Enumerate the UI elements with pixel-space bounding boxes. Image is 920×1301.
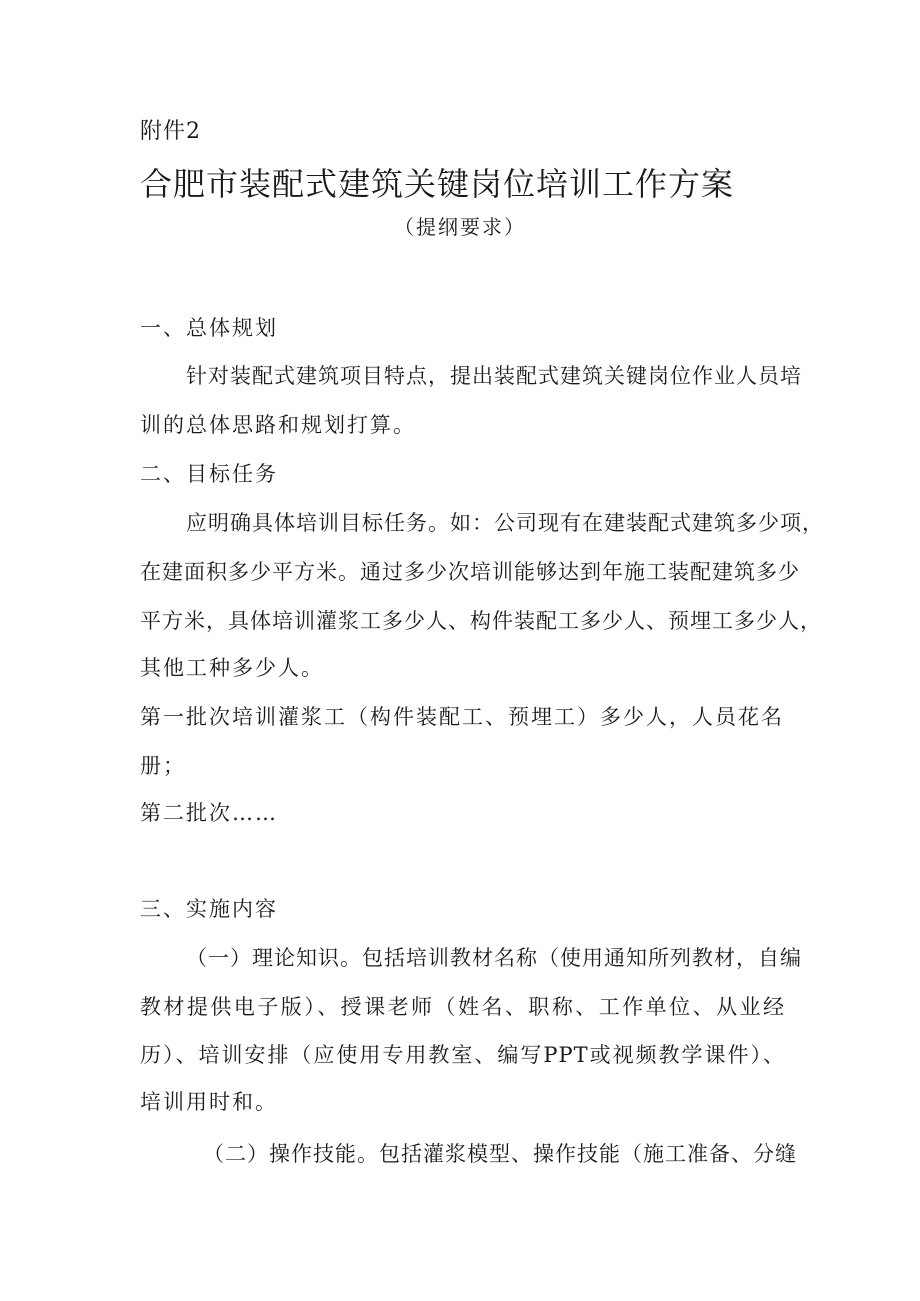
document-subtitle: （提纲要求）: [394, 215, 526, 239]
document-title: 合肥市装配式建筑关键岗位培训工作方案: [140, 165, 735, 203]
paragraph-line: 训的总体思路和规划打算。: [140, 413, 416, 437]
paragraph-line: 册；: [140, 754, 186, 778]
paragraph-line: 其他工种多少人。: [140, 656, 324, 680]
paragraph-line: （一）理论知识。包括培训教材名称（使用通知所列教材，自编: [186, 946, 802, 970]
paragraph-line: 第一批次培训灌浆工（构件装配工、预埋工）多少人，人员花名: [140, 705, 784, 729]
paragraph-line: 历）、培训安排（应使用专用教室、编写PPT或视频教学课件）、: [140, 1043, 785, 1067]
paragraph-line: 第二批次……: [140, 801, 278, 825]
paragraph-line: （二）操作技能。包括灌浆模型、操作技能（施工准备、分缝: [203, 1142, 797, 1166]
paragraph-line: 针对装配式建筑项目特点，提出装配式建筑关键岗位作业人员培: [186, 364, 802, 388]
paragraph-line: 教材提供电子版）、授课老师（姓名、职称、工作单位、从业经: [140, 995, 785, 1019]
attachment-label: 附件2: [140, 119, 201, 144]
section-heading-2: 二、目标任务: [140, 462, 278, 486]
section-heading-1: 一、总体规划: [140, 316, 278, 340]
section-heading-3: 三、实施内容: [140, 897, 278, 921]
paragraph-line: 平方米，具体培训灌浆工多少人、构件装配工多少人、预埋工多少人，: [140, 609, 822, 633]
paragraph-line: 在建面积多少平方米。通过多少次培训能够达到年施工装配建筑多少: [140, 560, 800, 584]
paragraph-line: 应明确具体培训目标任务。如：公司现有在建装配式建筑多少项，: [186, 511, 824, 535]
paragraph-line: 培训用时和。: [140, 1090, 278, 1114]
